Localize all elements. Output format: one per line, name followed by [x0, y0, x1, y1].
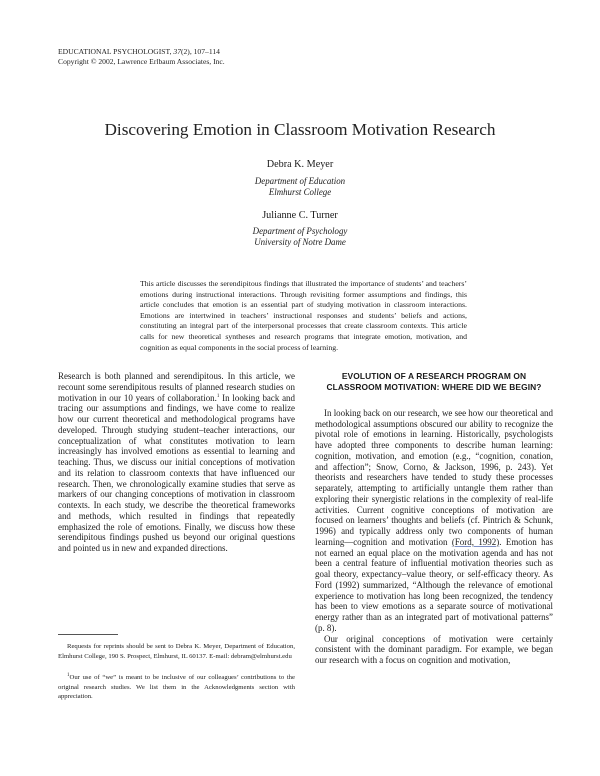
right-column — [315, 371, 553, 666]
author-institution: Elmhurst College — [268, 187, 332, 197]
intro-paragraph: Research is both planned and serendipitous. In this article, we recount some serendipitous results of planned research studies on motivation in our 10 years of collaboration.$^1$ In looking back and tracing our assumptions and findings, we have come to realize how our current theoretical and methodological programs have developed. Through studying student–teacher interactions, our conceptualization of what constitutes motivation to learn increasingly has involved emotions as essential to learning and teaching. Thus, we discuss our initial conceptions of motivation and its relation to classroom contexts that have influenced our research. Then, we chronologically examine studies that serve as markers of our changing conceptions of motivation in classroom contexts. In each study, we describe the theoretical frameworks and methods, which resulted in findings that repeatedly emphasized the role of emotions. Finally, we discuss how these serendipitous findings pushed us beyond our original questions and pointed us in new and expanded directions. — [58, 371, 295, 553]
body-paragraph: In looking back on our research, we see how our theoretical and methodological assumptions obscured our ability to recognize the pivotal role of emotions in learning. Historically, psychologists have adopted three components to describe human learning: cognition, motivation, and emotion (e.g., “cognition, conation, and affection”; Snow, Corno, & Jackson, 1996, p. 243). Yet theorists and researchers have tended to study these processes separately, attempting to artificially untangle them rather than exploring their synergistic relations in the complexity of real-life activities. Current cognitive conceptions of motivation are focused on learners’ thoughts and beliefs (cf. Pintrich & Schunk, 1996) and typically address only two components of human learning—cognition and motivation (Ford, 1992). Emotion has not earned an equal place on the motivation agenda and has not been a central feature of influential motivation theories such as goal theory, expectancy–value theory, or self-efficacy theory. As Ford (1992) summarized, “Although the relevance of emotional experience to motivation has long been recognized, the tendency has been to view emotions as a separate source of motivational energy rather than as an integrated part of motivational patterns” (p. 8). — [315, 407, 553, 633]
author-institution: University of Notre Dame — [254, 237, 346, 247]
footnote-divider — [58, 634, 118, 635]
left-column — [58, 371, 295, 554]
abstract: This article discusses the serendipitous findings that illustrated the importance of students’ and teachers’ emotions during instructional interactions. Through revisiting former assumptions and findings, this article concludes that emotion is an essential part of studying motivation in classroom interactions. Emotions are intertwined in teachers’ instructional responses and students’ beliefs and actions, constituting an integral part of the interpersonal processes that create classroom contexts. This article calls for new theoretical syntheses and research programs that integrate emotion, motivation, and cognition as equal components in the social process of learning. — [140, 279, 467, 352]
section-heading: EVOLUTION OF A RESEARCH PROGRAM ON CLASSROOM MOTIVATION: WHERE DID WE BEGIN? — [326, 371, 542, 393]
copyright-notice: Copyright © 2002, Lawrence Erlbaum Associates, Inc. — [58, 57, 225, 66]
citation-link[interactable]: (Ford, 1992) — [451, 536, 500, 547]
footnotes — [58, 642, 295, 702]
footnote-marker: 1 — [216, 393, 220, 399]
journal-issue-pages: (2), 107–114 — [180, 47, 220, 56]
author-department: Department of Education — [254, 176, 346, 186]
author-name: Debra K. Meyer — [266, 159, 334, 170]
author-name: Julianne C. Turner — [262, 210, 338, 221]
reprints-footnote: Requests for reprints should be sent to Debra K. Meyer, Department of Education, Elmhurst College, 190 S. Prospect, Elmhurst, IL 60137. E-mail: debram@elmhurst.edu — [58, 643, 295, 660]
journal-volume: 37 — [173, 47, 181, 56]
footnote-1: $^1$Our use of “we” is meant to be inclusive of our colleagues’ contributions to the original research studies. We list them in the Acknowledgments section with appreciation. — [58, 672, 295, 701]
journal-name: EDUCATIONAL PSYCHOLOGIST, — [58, 47, 174, 56]
body-paragraph: Our original conceptions of motivation were certainly consistent with the dominant paradigm. For example, we began our research with a focus on cognition and motivation, — [315, 633, 553, 666]
journal-citation — [58, 47, 220, 57]
article-title: Discovering Emotion in Classroom Motivation Research — [104, 120, 496, 139]
author-department: Department of Psychology — [252, 226, 348, 236]
